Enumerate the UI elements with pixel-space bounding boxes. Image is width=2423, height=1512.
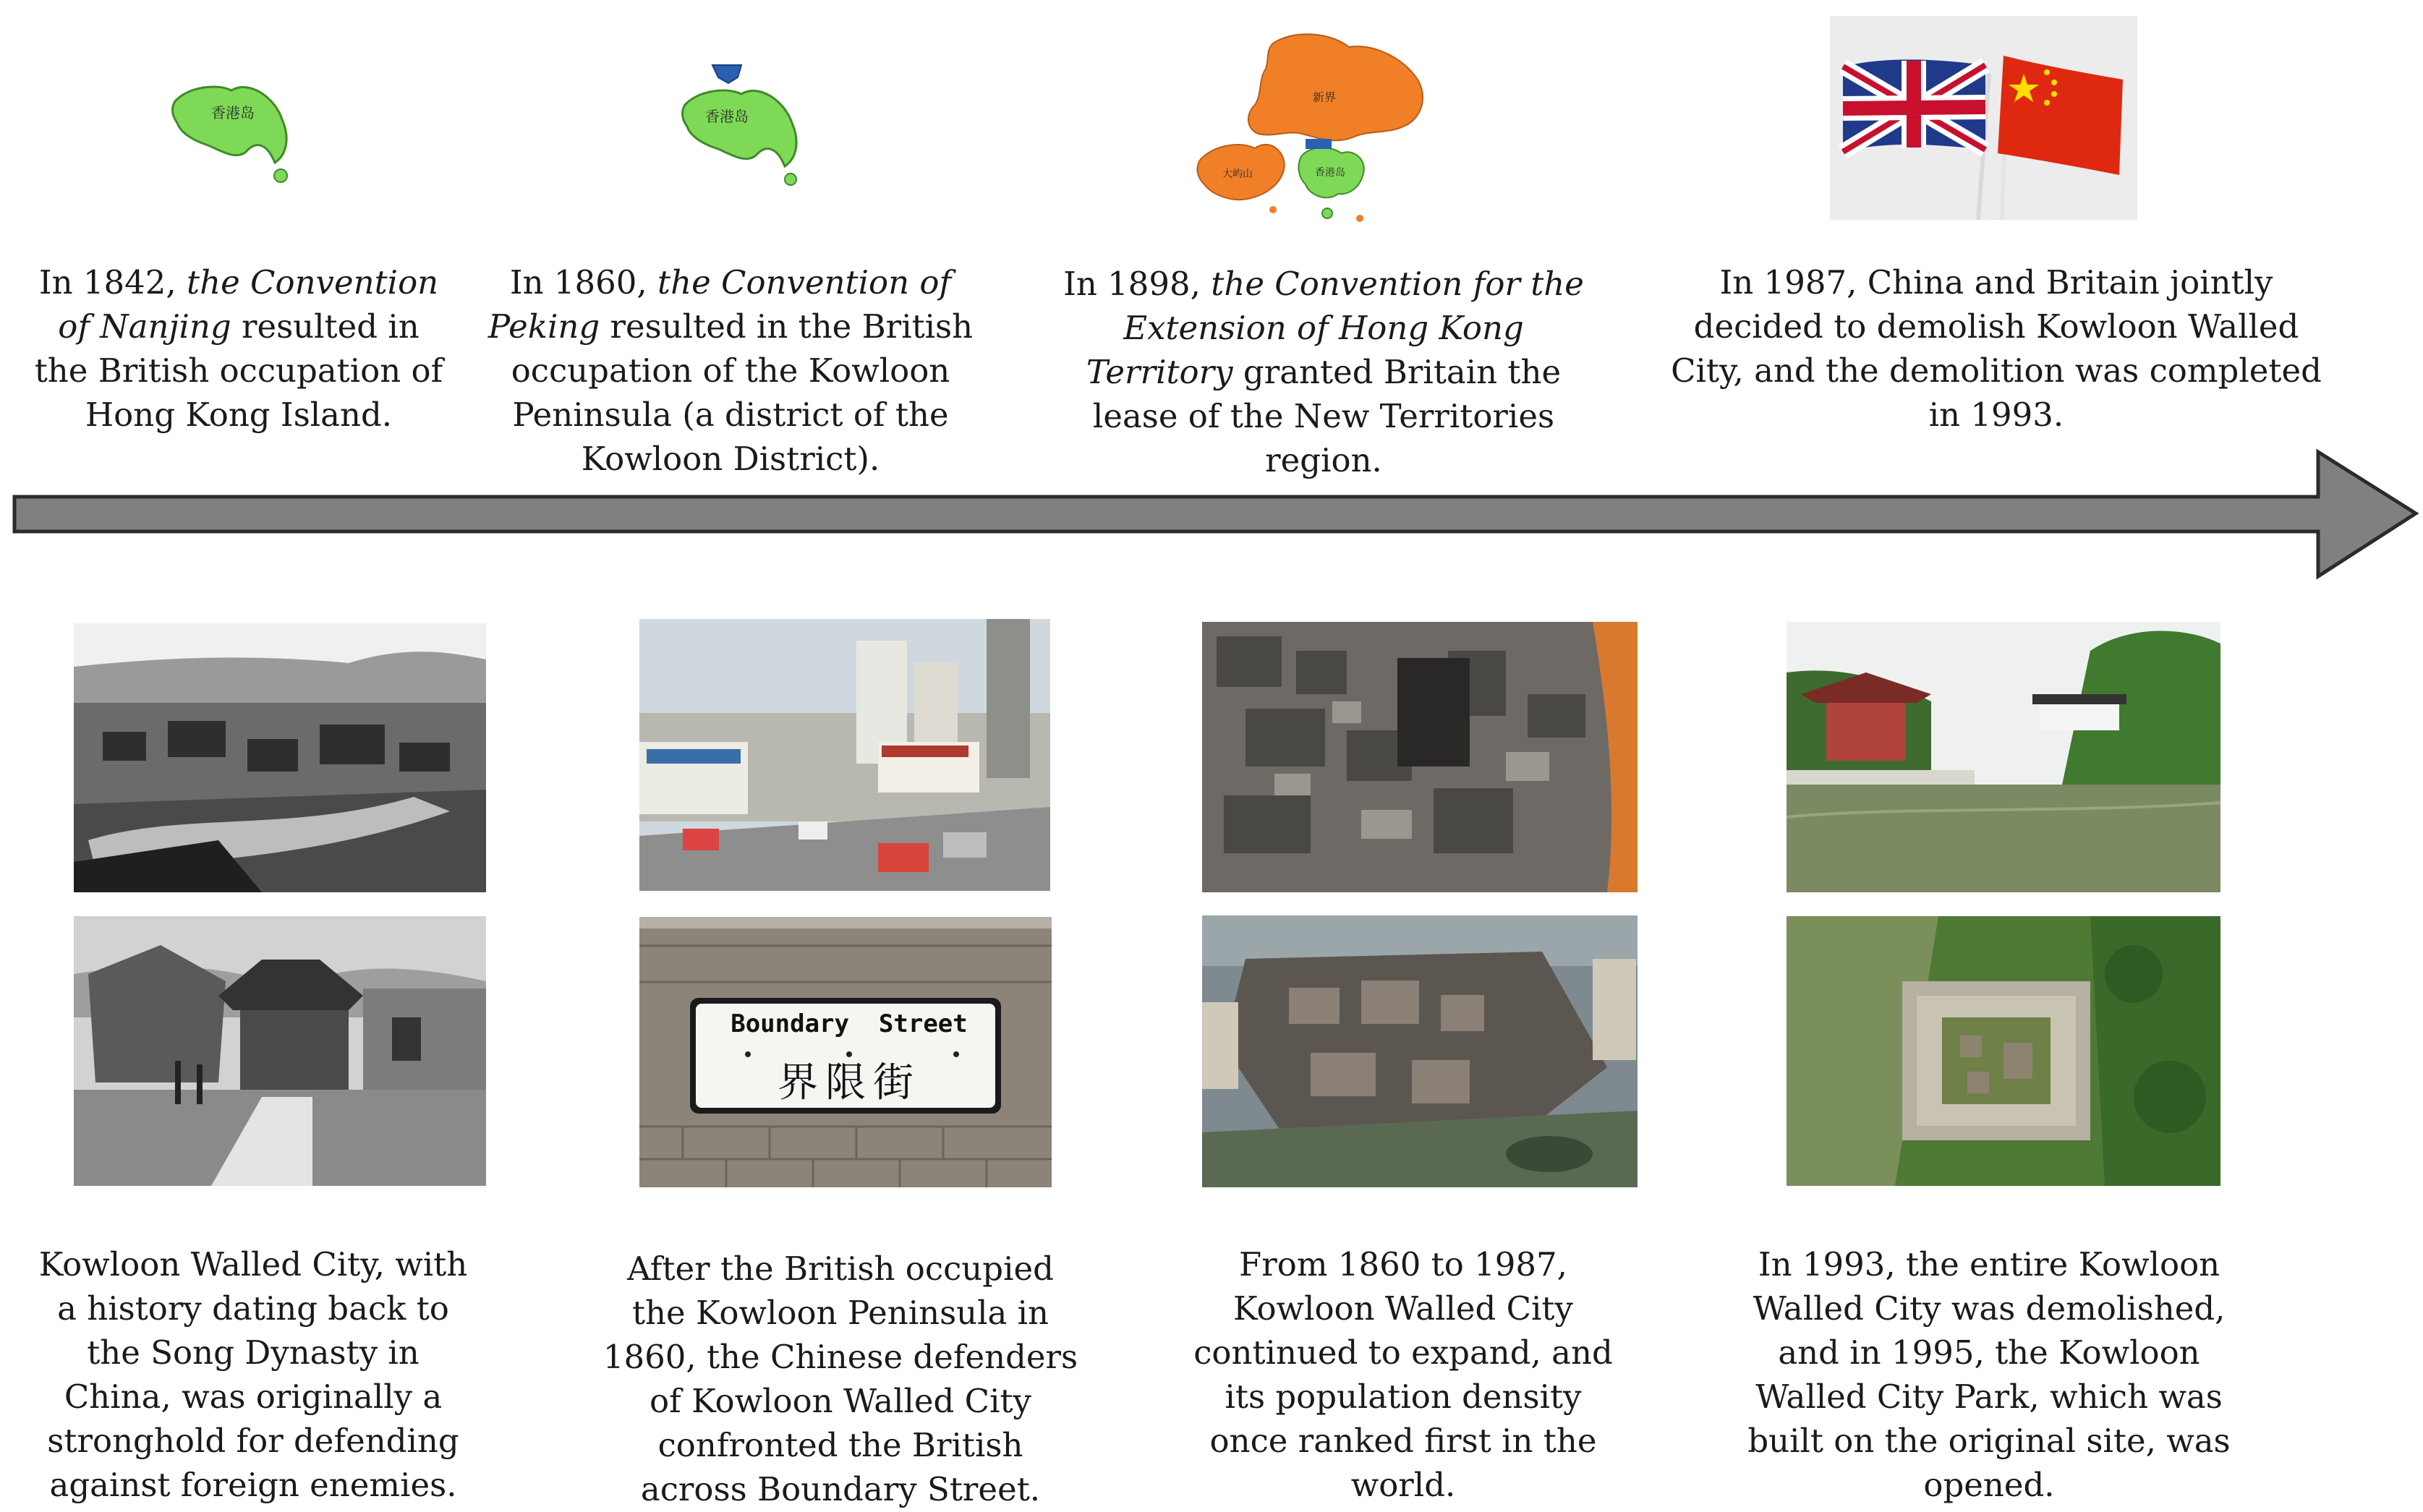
- map-label-lantau: 大屿山: [1222, 168, 1253, 180]
- caption-1987: In 1987, China and Britain jointly decided to demolish Kowloon Walled City, and the demolition was completed in 1993.: [1671, 263, 2322, 434]
- hong-kong-island-map-1842: [166, 76, 297, 184]
- walled-city-historical-aerial-photo: [74, 623, 486, 892]
- kowloon-street-traffic-photo: [639, 619, 1050, 891]
- caption-1842: In 1842, the Convention of Nanjing resulted in the British occupation of Hong Kong Island.: [34, 263, 443, 434]
- walled-city-park-aerial-photo: [1787, 916, 2220, 1186]
- caption-1860: In 1860, the Convention of Peking resulted in the British occupation of the Kowloon Peninsula (a district of the Kowloon District).: [487, 263, 974, 478]
- hong-kong-kowloon-map-1860: [676, 61, 806, 188]
- description-walled-city-origin: Kowloon Walled City, with a history dating back to the Song Dynasty in China, was originally a stronghold for defending against foreign enemies.: [38, 1245, 468, 1504]
- timeline-arrow: [0, 445, 2423, 582]
- walled-city-historical-gate-photo: [74, 916, 486, 1186]
- walled-city-park-pond-photo: [1787, 622, 2220, 892]
- description-boundary-street: After the British occupied the Kowloon Peninsula in 1860, the Chinese defenders of Kowloon Walled City confronted the British across Boundary Street.: [602, 1250, 1078, 1508]
- description-population-density: From 1860 to 1987, Kowloon Walled City continued to expand, and its population density once ranked first in the world.: [1193, 1245, 1613, 1504]
- description-park-opening: In 1993, the entire Kowloon Walled City was demolished, and in 1995, the Kowloon Walled City Park, which was built on the original site, was opened.: [1747, 1245, 2231, 1504]
- map-label-island-1898: 香港岛: [1315, 167, 1345, 179]
- map-label-new-territories: 新界: [1313, 90, 1337, 104]
- uk-china-flags-image: [1830, 16, 2137, 220]
- street-sign-chinese: 界限街: [778, 1059, 921, 1106]
- map-label-1860: 香港岛: [705, 108, 749, 125]
- uk-flag-icon: [1843, 59, 1985, 152]
- walled-city-dense-rooftops-photo: [1202, 622, 1638, 892]
- boundary-street-sign-photo: [639, 917, 1052, 1187]
- caption-1898: In 1898, the Convention for the Extension of Hong Kong Territory granted Britain the lease of the New Territories region.: [1063, 265, 1584, 479]
- hong-kong-territories-map-1898: [1186, 29, 1432, 231]
- walled-city-aerial-photo: [1202, 915, 1638, 1187]
- street-sign-english: Boundary Street: [731, 1009, 968, 1038]
- map-label-1842: 香港岛: [211, 104, 255, 121]
